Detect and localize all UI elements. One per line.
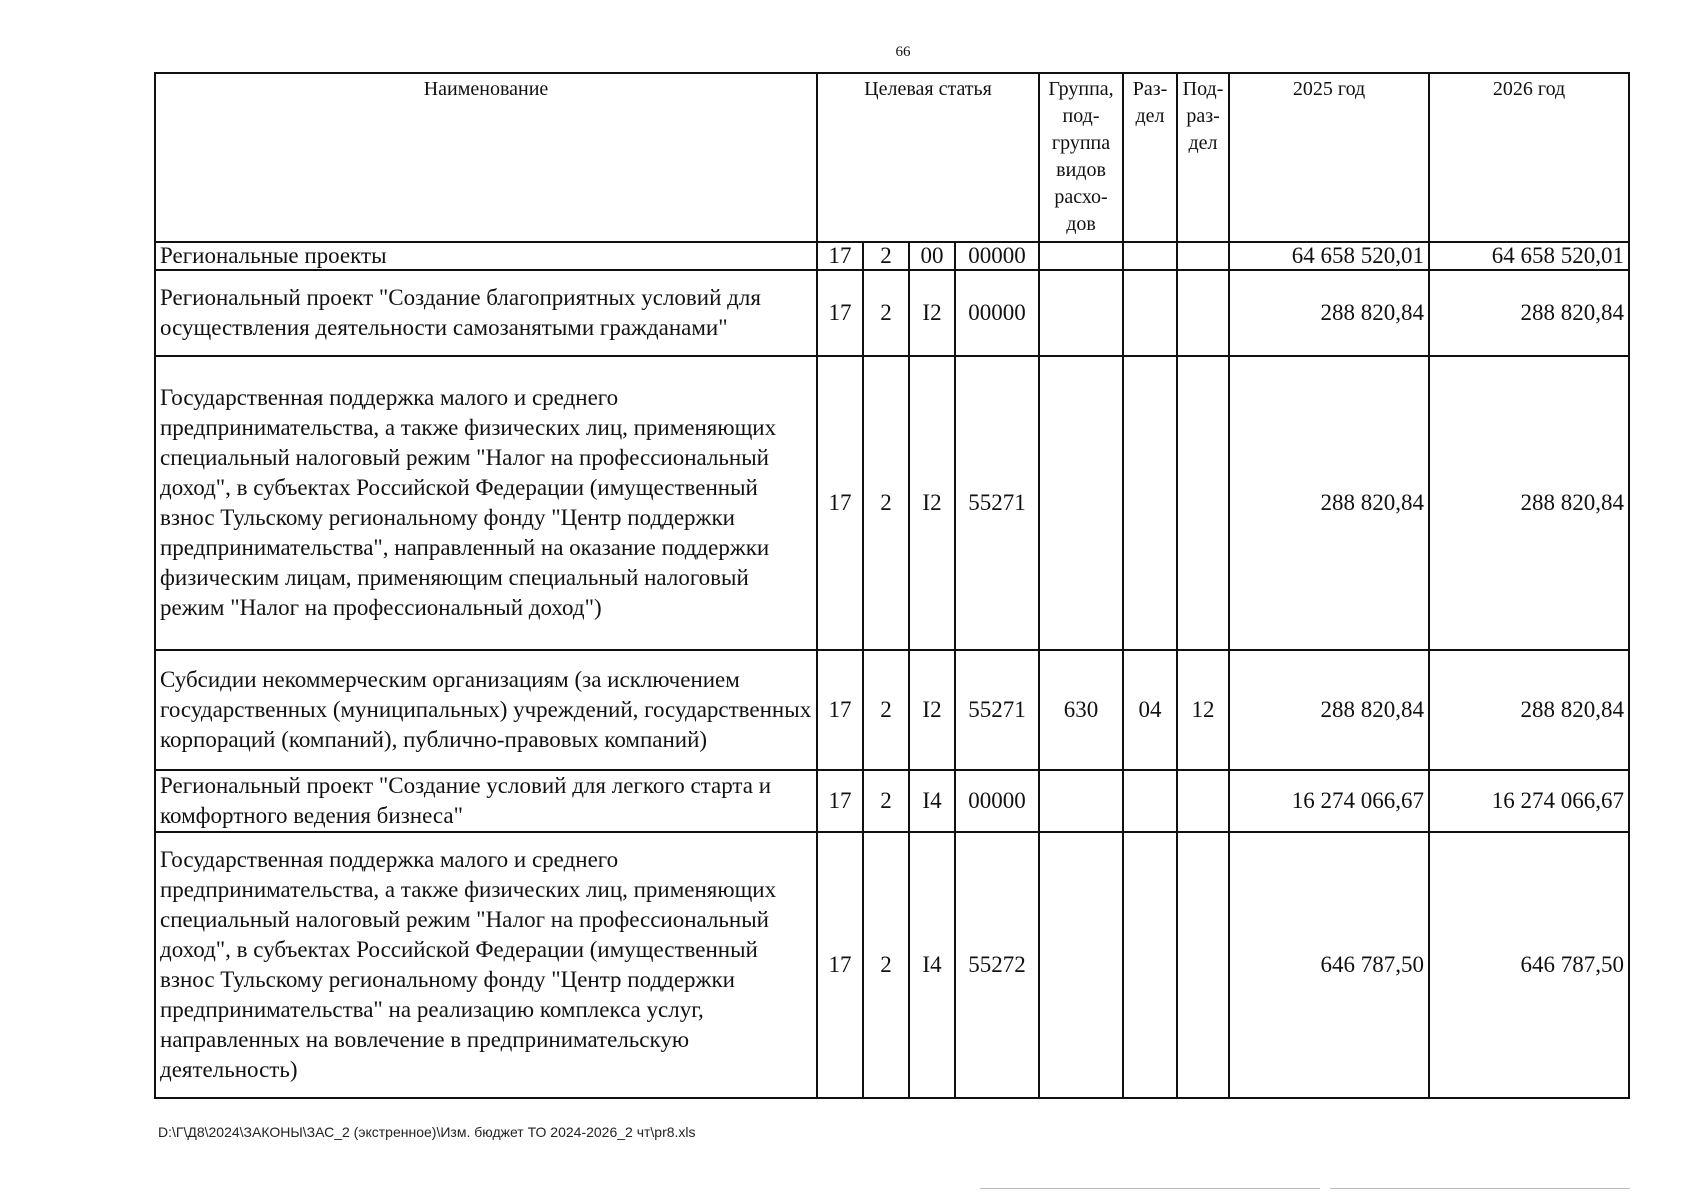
header-subsection: Под-раз-дел xyxy=(1177,73,1229,242)
code-expense: 00000 xyxy=(955,242,1039,270)
row-name: Субсидии некоммерческим организациям (за исключением государственных (муниципальных) учреждений, государственных корпораций (компаний), публично-правовых компаний) xyxy=(155,650,817,770)
code-direction: I2 xyxy=(909,650,955,770)
amount-2026: 16 274 066,67 xyxy=(1429,770,1629,832)
amount-2025: 16 274 066,67 xyxy=(1229,770,1429,832)
code-program: 17 xyxy=(817,356,863,650)
header-name: Наименование xyxy=(155,73,817,242)
code-subprogram: 2 xyxy=(863,356,909,650)
code-program: 17 xyxy=(817,242,863,270)
code-expense: 00000 xyxy=(955,270,1039,356)
amount-2026: 288 820,84 xyxy=(1429,356,1629,650)
row-name: Государственная поддержка малого и среднего предпринимательства, а также физических лиц, применяющих специальный налоговый режим "Налог на профессиональный доход", в субъектах Российской Федерации (имущественный взнос Тульскому региональному фонду "Центр поддержки предпринимательства", направленный на оказание поддержки физическим лицам, применяющим специальный налоговый режим "Налог на профессиональный доход") xyxy=(155,356,817,650)
expense-group xyxy=(1039,242,1123,270)
amount-2026: 646 787,50 xyxy=(1429,832,1629,1098)
code-subprogram: 2 xyxy=(863,770,909,832)
subsection xyxy=(1177,832,1229,1098)
section xyxy=(1123,242,1177,270)
code-direction: I2 xyxy=(909,356,955,650)
table-row xyxy=(155,832,1629,1098)
code-expense: 55271 xyxy=(955,650,1039,770)
section xyxy=(1123,270,1177,356)
expense-group xyxy=(1039,270,1123,356)
code-expense: 55272 xyxy=(955,832,1039,1098)
header-section: Раз-дел xyxy=(1123,73,1177,242)
subsection xyxy=(1177,242,1229,270)
scan-artifact-line xyxy=(980,1188,1320,1189)
code-program: 17 xyxy=(817,770,863,832)
table-header-row xyxy=(155,73,1629,242)
header-year-2025: 2025 год xyxy=(1229,73,1429,242)
table-row xyxy=(155,770,1629,832)
code-subprogram: 2 xyxy=(863,832,909,1098)
table-row xyxy=(155,650,1629,770)
expense-group xyxy=(1039,356,1123,650)
code-subprogram: 2 xyxy=(863,270,909,356)
file-path: D:\Г\Д8\2024\ЗАКОНЫ\ЗАС_2 (экстренное)\Изм. бюджет ТО 2024-2026_2 чт\pr8.xls xyxy=(158,1124,696,1140)
section xyxy=(1123,770,1177,832)
code-subprogram: 2 xyxy=(863,650,909,770)
header-target-article: Целевая статья xyxy=(817,73,1039,242)
code-program: 17 xyxy=(817,270,863,356)
code-program: 17 xyxy=(817,650,863,770)
budget-table xyxy=(154,72,1630,1099)
expense-group xyxy=(1039,770,1123,832)
table-row xyxy=(155,356,1629,650)
code-direction: 00 xyxy=(909,242,955,270)
subsection xyxy=(1177,270,1229,356)
code-expense: 00000 xyxy=(955,770,1039,832)
row-name: Региональные проекты xyxy=(155,242,817,270)
section xyxy=(1123,832,1177,1098)
header-year-2026: 2026 год xyxy=(1429,73,1629,242)
amount-2026: 288 820,84 xyxy=(1429,270,1629,356)
header-expense-group: Группа, под-группа видов расхо-дов xyxy=(1039,73,1123,242)
row-name: Государственная поддержка малого и среднего предпринимательства, а также физических лиц, применяющих специальный налоговый режим "Налог на профессиональный доход", в субъектах Российской Федерации (имущественный взнос Тульскому региональному фонду "Центр поддержки предпринимательства" на реализацию комплекса услуг, направленных на вовлечение в предпринимательскую деятельность) xyxy=(155,832,817,1098)
row-name: Региональный проект "Создание условий для легкого старта и комфортного ведения бизнеса" xyxy=(155,770,817,832)
amount-2025: 64 658 520,01 xyxy=(1229,242,1429,270)
amount-2025: 288 820,84 xyxy=(1229,270,1429,356)
amount-2025: 646 787,50 xyxy=(1229,832,1429,1098)
code-program: 17 xyxy=(817,832,863,1098)
subsection xyxy=(1177,356,1229,650)
page-number: 66 xyxy=(895,44,911,60)
amount-2026: 288 820,84 xyxy=(1429,650,1629,770)
amount-2025: 288 820,84 xyxy=(1229,356,1429,650)
section xyxy=(1123,356,1177,650)
expense-group: 630 xyxy=(1039,650,1123,770)
code-direction: I2 xyxy=(909,270,955,356)
subsection: 12 xyxy=(1177,650,1229,770)
section: 04 xyxy=(1123,650,1177,770)
code-direction: I4 xyxy=(909,832,955,1098)
table-row xyxy=(155,270,1629,356)
code-expense: 55271 xyxy=(955,356,1039,650)
table-row xyxy=(155,242,1629,270)
expense-group xyxy=(1039,832,1123,1098)
amount-2026: 64 658 520,01 xyxy=(1429,242,1629,270)
scan-artifact-line xyxy=(1330,1188,1630,1189)
code-subprogram: 2 xyxy=(863,242,909,270)
subsection xyxy=(1177,770,1229,832)
code-direction: I4 xyxy=(909,770,955,832)
amount-2025: 288 820,84 xyxy=(1229,650,1429,770)
row-name: Региональный проект "Создание благоприятных условий для осуществления деятельности самозанятыми гражданами" xyxy=(155,270,817,356)
